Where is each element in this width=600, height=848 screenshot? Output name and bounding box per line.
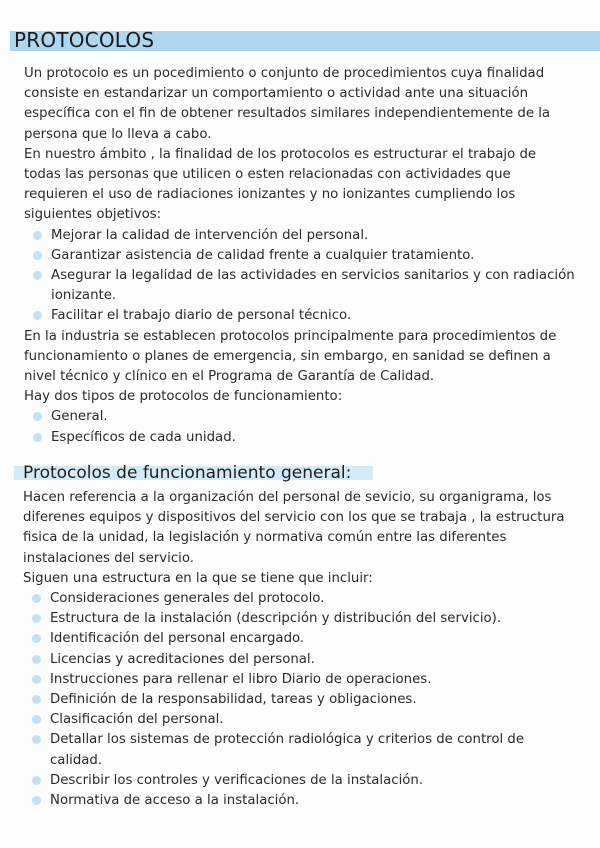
list-item-text: Mejorar la calidad de intervención del personal. (51, 227, 369, 243)
list-item (23, 670, 575, 690)
bullet-icon (32, 614, 41, 623)
list-item-text: Facilitar el trabajo diario de personal técnico. (51, 308, 352, 324)
intro-paragraph-purpose: En nuestro ámbito , la finalidad de los protocolos es estructurar el trabajo de todas las personas que utilicen o esten relacionadas con actividades que requieren el uso de radiaciones ionizantes y no ionizantes cumpliendo los siguientes objetivos: (24, 146, 537, 223)
bullet-icon (32, 634, 41, 643)
structure-items-list (23, 589, 575, 811)
list-item (23, 589, 575, 609)
list-item (24, 246, 576, 266)
objectives-list (24, 226, 576, 327)
intro-section (24, 64, 576, 448)
bullet-icon (33, 271, 42, 280)
list-item-text: Estructura de la instalación (descripción y distribución del servicio). (50, 611, 502, 627)
bullet-icon (33, 231, 42, 240)
list-item-text: Consideraciones generales del protocolo. (50, 591, 325, 607)
general-paragraph-structure: Siguen una estructura en la que se tiene que incluir: (23, 570, 373, 586)
bullet-icon (32, 655, 41, 664)
bullet-icon (32, 735, 41, 744)
list-item-text: Identificación del personal encargado. (50, 631, 305, 647)
bullet-icon (32, 695, 41, 704)
general-paragraph-scope: Hacen referencia a la organización del personal de sevicio, su organigrama, los diferenes equipos y dispositivos del servicio con los que se trabaja , la estructura fisica de la unidad, la legislación y normativa común entre las diferentes instalaciones del servicio. (23, 490, 565, 566)
list-item (23, 609, 575, 629)
list-item (24, 266, 576, 306)
list-item (23, 650, 575, 670)
bullet-icon (32, 776, 41, 785)
list-item-text: Normativa de acceso a la instalación. (50, 793, 300, 809)
list-item (23, 771, 575, 791)
general-heading-block (14, 462, 374, 484)
list-item-text: Instrucciones para rellenar el libro Diario de operaciones. (50, 671, 432, 687)
protocol-types-list (24, 407, 576, 447)
section-heading-general: Protocolos de funcionamiento general: (23, 463, 352, 483)
list-item-text: Garantizar asistencia de calidad frente a cualquier tratamiento. (51, 247, 475, 263)
list-item (24, 306, 576, 326)
list-item-text: Específicos de cada unidad. (51, 429, 236, 445)
bullet-icon (33, 251, 42, 260)
list-item-text: Licencias y acreditaciones del personal. (50, 651, 315, 667)
list-item-text: Describir los controles y verificaciones de la instalación. (50, 772, 424, 788)
list-item-text: Detallar los sistemas de protección radiológica y criterios de control de calidad. (50, 732, 525, 768)
list-item (24, 407, 576, 427)
page-title: PROTOCOLOS (14, 28, 155, 52)
general-section (23, 488, 575, 811)
intro-paragraph-industry: En la industria se establecen protocolos principalmente para procedimientos de funcionamiento o planes de emergencia, sin embargo, en sanidad se definen a nivel técnico y clínico en el Programa de Garantía de Calidad. (24, 328, 557, 385)
list-item-text: Clasificación del personal. (50, 712, 224, 728)
bullet-icon (33, 311, 42, 320)
intro-paragraph-definition: Un protocolo es un pocedimiento o conjunto de procedimientos cuya finalidad consiste en estandarizar un comportamiento o actividad ante una situación específica con el fin de obtener resultados similares independientemente de la persona que lo lleva a cabo. (24, 66, 551, 142)
bullet-icon (33, 433, 42, 442)
bullet-icon (32, 715, 41, 724)
list-item (23, 710, 575, 730)
list-item (23, 791, 575, 811)
list-item-text: Asegurar la legalidad de las actividades en servicios sanitarios y con radiación ionizante. (51, 268, 575, 304)
list-item (24, 226, 576, 246)
intro-paragraph-types: Hay dos tipos de protocolos de funcionamiento: (24, 389, 343, 405)
list-item (24, 428, 576, 448)
list-item (23, 730, 575, 770)
bullet-icon (33, 412, 42, 421)
list-item-text: General. (51, 409, 108, 425)
list-item-text: Definición de la responsabilidad, tareas y obligaciones. (50, 692, 417, 708)
list-item (23, 690, 575, 710)
bullet-icon (32, 594, 41, 603)
bullet-icon (32, 796, 41, 805)
list-item (23, 629, 575, 649)
bullet-icon (32, 675, 41, 684)
